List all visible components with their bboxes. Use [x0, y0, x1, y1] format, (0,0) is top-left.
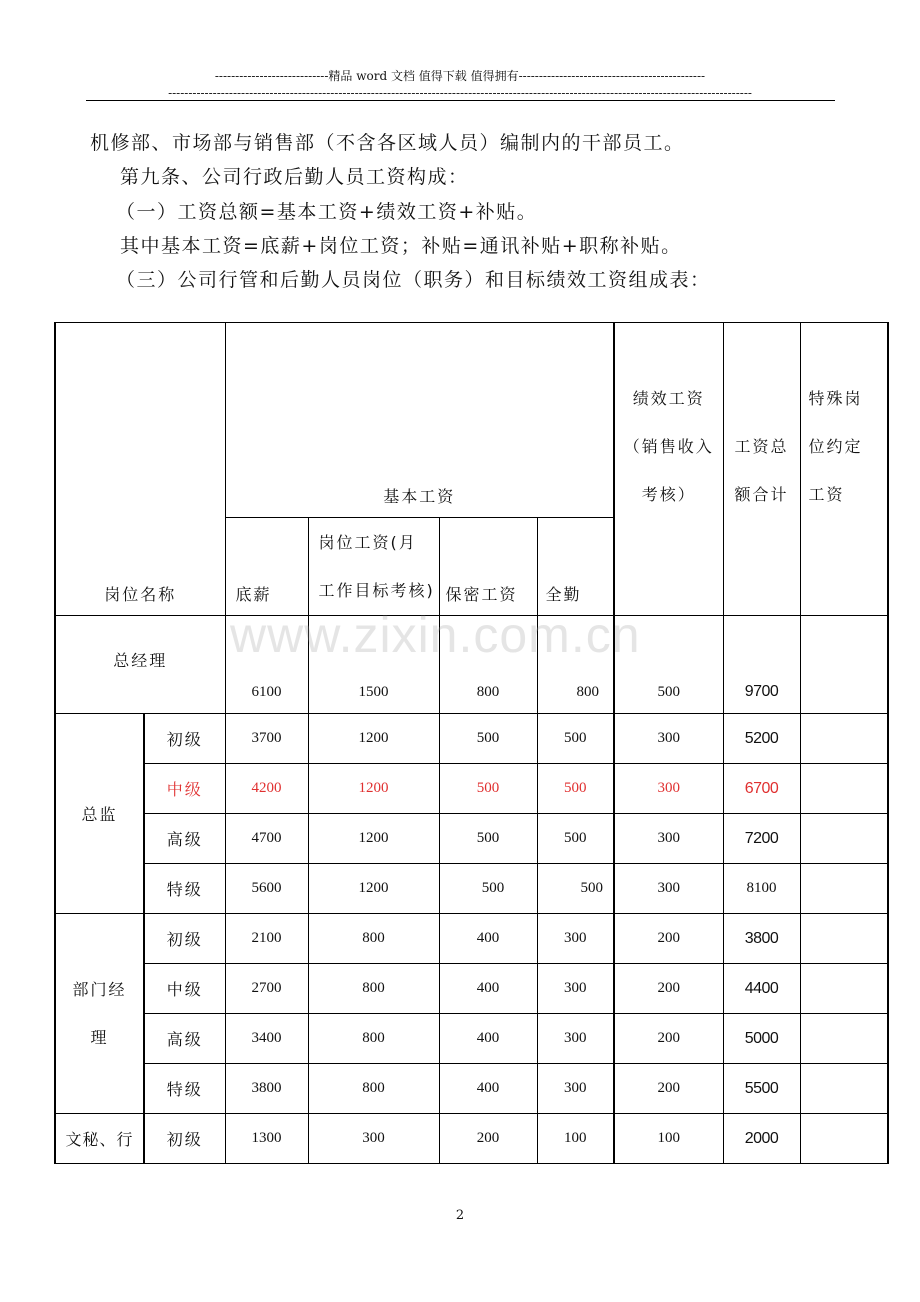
post-cell: 800 — [308, 1064, 439, 1114]
header-post-pay-l2: 工作目标考核) — [318, 580, 435, 600]
base-cell: 4200 — [225, 764, 308, 814]
table-row — [55, 1014, 888, 1064]
manager-name — [55, 914, 144, 1114]
header-rule — [86, 100, 835, 101]
gm-attend: 800 — [537, 616, 614, 714]
table-row — [55, 914, 888, 964]
header-performance — [614, 323, 723, 616]
level-label: 特级 — [144, 1064, 225, 1114]
header-performance-l1: 绩效工资 — [632, 389, 705, 408]
post-cell: 800 — [308, 914, 439, 964]
table-row-highlighted — [55, 764, 888, 814]
level-label: 中级 — [144, 764, 225, 814]
special-cell — [800, 1064, 888, 1114]
attend-cell: 300 — [537, 1014, 614, 1064]
header-special-l3: 工资 — [808, 485, 845, 504]
header-attendance: 全勤 — [537, 518, 614, 616]
table-row — [55, 1064, 888, 1114]
secret-cell: 400 — [439, 1064, 537, 1114]
table-row — [55, 1114, 888, 1164]
header-post-pay-l1: 岗位工资(月 — [318, 532, 417, 552]
attend-cell: 300 — [537, 1064, 614, 1114]
total-cell: 2000 — [723, 1114, 800, 1164]
perf-cell: 300 — [614, 764, 723, 814]
level-label: 中级 — [144, 964, 225, 1014]
special-cell — [800, 864, 888, 914]
header-base-pay: 底薪 — [225, 518, 308, 616]
total-cell: 6700 — [723, 764, 800, 814]
paragraph-total-formula: （一）工资总额=基本工资+绩效工资+补贴。 — [116, 201, 538, 223]
gm-special — [800, 616, 888, 714]
post-cell: 1200 — [308, 714, 439, 764]
post-cell: 800 — [308, 1014, 439, 1064]
special-cell — [800, 764, 888, 814]
perf-cell: 300 — [614, 864, 723, 914]
table-row-gm — [55, 616, 888, 714]
base-cell: 1300 — [225, 1114, 308, 1164]
attend-cell: 500 — [537, 864, 614, 914]
header-total-l2: 额合计 — [734, 485, 789, 504]
manager-name-l2: 理 — [90, 1027, 109, 1047]
post-cell: 1200 — [308, 864, 439, 914]
table-row — [55, 814, 888, 864]
total-cell: 5000 — [723, 1014, 800, 1064]
paragraph-1: 机修部、市场部与销售部（不含各区域人员）编制内的干部员工。 — [90, 132, 685, 154]
table-row — [55, 864, 888, 914]
special-cell — [800, 814, 888, 864]
attend-cell: 100 — [537, 1114, 614, 1164]
attend-cell: 500 — [537, 764, 614, 814]
header-performance-l3: 考核） — [641, 485, 696, 504]
total-cell: 7200 — [723, 814, 800, 864]
watermark-text: www.zixin.com.cn — [230, 607, 641, 663]
paragraph-basic-formula: 其中基本工资=底薪+岗位工资；补贴=通讯补贴+职称补贴。 — [120, 235, 682, 257]
gm-total: 9700 — [723, 616, 800, 714]
secret-cell: 400 — [439, 964, 537, 1014]
perf-cell: 300 — [614, 714, 723, 764]
perf-cell: 300 — [614, 814, 723, 864]
secret-cell: 200 — [439, 1114, 537, 1164]
total-cell: 4400 — [723, 964, 800, 1014]
gm-secret: 800 — [439, 616, 537, 714]
header-confidentiality: 保密工资 — [439, 518, 537, 616]
secret-cell: 500 — [439, 714, 537, 764]
secret-cell: 500 — [439, 764, 537, 814]
total-cell: 3800 — [723, 914, 800, 964]
page-number: 2 — [455, 1208, 465, 1223]
header-post-pay — [308, 518, 439, 616]
special-cell — [800, 964, 888, 1014]
secret-cell: 500 — [439, 814, 537, 864]
page-header-banner: ----------------------------精品 word 文档 值得下载 值得拥有---------------------------------------------- — [214, 69, 706, 83]
salary-table — [54, 322, 889, 1164]
paragraph-article-9: 第九条、公司行政后勤人员工资构成： — [120, 166, 469, 188]
header-special-l1: 特殊岗 — [808, 389, 863, 408]
base-cell: 3800 — [225, 1064, 308, 1114]
base-cell: 4700 — [225, 814, 308, 864]
perf-cell: 200 — [614, 1064, 723, 1114]
header-special — [800, 323, 888, 616]
level-label: 高级 — [144, 814, 225, 864]
base-cell: 3700 — [225, 714, 308, 764]
paragraph-table-title: （三）公司行管和后勤人员岗位（职务）和目标绩效工资组成表： — [116, 269, 711, 291]
gm-post: 1500 — [308, 616, 439, 714]
perf-cell: 100 — [614, 1114, 723, 1164]
level-label: 特级 — [144, 864, 225, 914]
page-header-dashes: ------------------------------------------------------------------------------------------------------------------------------------------------ — [168, 86, 752, 100]
base-cell: 3400 — [225, 1014, 308, 1064]
gm-name: 总经理 — [55, 616, 225, 714]
attend-cell: 300 — [537, 964, 614, 1014]
secret-cell: 500 — [439, 864, 537, 914]
total-cell: 5200 — [723, 714, 800, 764]
perf-cell: 200 — [614, 964, 723, 1014]
post-cell: 800 — [308, 964, 439, 1014]
header-special-l2: 位约定 — [808, 437, 863, 456]
special-cell — [800, 1014, 888, 1064]
perf-cell: 200 — [614, 1014, 723, 1064]
secretary-name: 文秘、行 — [55, 1114, 144, 1164]
post-cell: 300 — [308, 1114, 439, 1164]
post-cell: 1200 — [308, 814, 439, 864]
perf-cell: 200 — [614, 914, 723, 964]
secret-cell: 400 — [439, 1014, 537, 1064]
gm-base: 6100 — [225, 616, 308, 714]
attend-cell: 500 — [537, 714, 614, 764]
special-cell — [800, 1114, 888, 1164]
header-basic-salary: 基本工资 — [225, 323, 614, 518]
level-label: 高级 — [144, 1014, 225, 1064]
total-cell: 5500 — [723, 1064, 800, 1114]
header-performance-l2: （销售收入 — [623, 437, 714, 456]
header-total — [723, 323, 800, 616]
special-cell — [800, 914, 888, 964]
total-cell: 8100 — [723, 864, 800, 914]
base-cell: 5600 — [225, 864, 308, 914]
director-name: 总监 — [55, 714, 144, 914]
gm-perf: 500 — [614, 616, 723, 714]
table-row — [55, 964, 888, 1014]
level-label: 初级 — [144, 1114, 225, 1164]
base-cell: 2700 — [225, 964, 308, 1014]
post-cell: 1200 — [308, 764, 439, 814]
level-label: 初级 — [144, 914, 225, 964]
manager-name-l1: 部门经 — [72, 979, 127, 999]
header-total-l1: 工资总 — [734, 437, 789, 456]
header-position: 岗位名称 — [55, 323, 225, 616]
attend-cell: 500 — [537, 814, 614, 864]
special-cell — [800, 714, 888, 764]
base-cell: 2100 — [225, 914, 308, 964]
level-label: 初级 — [144, 714, 225, 764]
attend-cell: 300 — [537, 914, 614, 964]
table-row — [55, 714, 888, 764]
secret-cell: 400 — [439, 914, 537, 964]
